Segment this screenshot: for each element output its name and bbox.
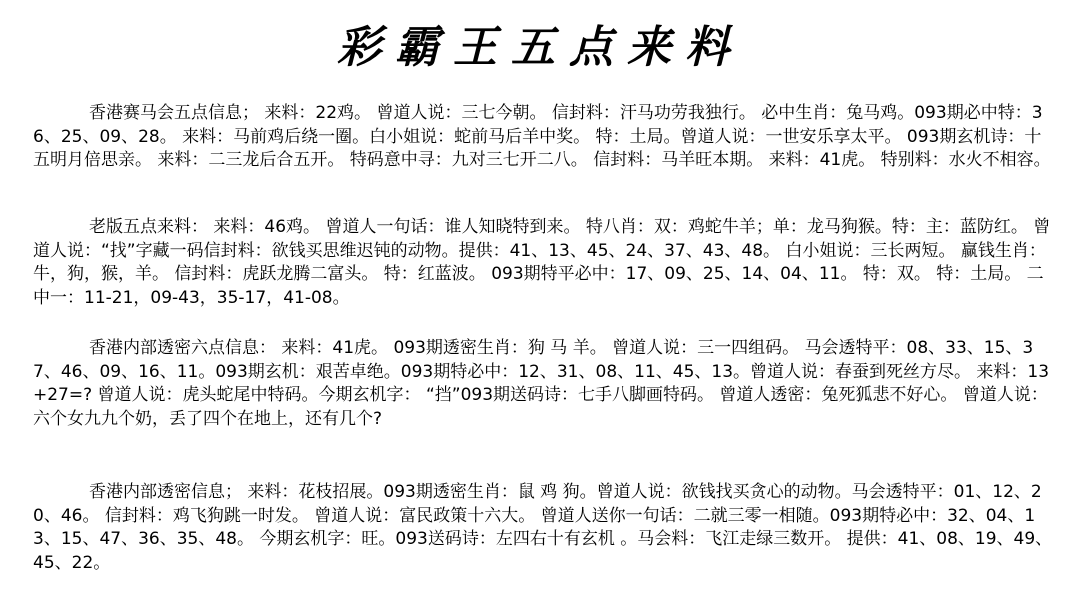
info-paragraph-3 xyxy=(33,337,1053,431)
info-paragraph-4 xyxy=(33,481,1053,575)
page-title: 彩霸王五点来料 xyxy=(337,22,743,73)
info-paragraph-1 xyxy=(33,102,1053,173)
paragraph-text: 香港内部透密六点信息： 来料：41虎。 093期透密生肖：狗 马 羊。 曾道人说：三一四组码。 马会透特平：08、33、15、37、46、09、16、11。093期玄机：艰苦卓绝。093期特必中：12、31、08、11、45、13。曾道人说：春蚕到死丝方尽。 来料：13+27=? 曾道人说：虎头蛇尾中特码。今期玄机字： “挡”093期送码诗：七手八脚画特码。 曾道人透密：兔死狐悲不好心。 曾道人说：六个女九九个奶，丢了四个在地上，还有几个? xyxy=(33,338,1050,429)
paragraph-text: 老版五点来料： 来料：46鸡。 曾道人一句话：谁人知晓特到来。 特八肖：双：鸡蛇牛羊；单：龙马狗猴。特：主：蓝防红。 曾道人说：“找”字藏一码信封料：欲钱买思维迟钝的动物。提供：41、13、45、24、37、43、48。 白小姐说：三长两短。 赢钱生肖：牛，狗，猴，羊。 信封料：虎跃龙腾二富头。 特：红蓝波。 093期特平必中：17、09、25、14、04、11。 特：双。 特：土局。 二中一：11-21，09-43，35-17，41-08。 xyxy=(33,217,1051,308)
info-paragraph-2 xyxy=(33,216,1053,310)
paragraph-text: 香港内部透密信息； 来料：花枝招展。093期透密生肖：鼠 鸡 狗。曾道人说：欲钱找买贪心的动物。马会透特平：01、12、20、46。 信封料：鸡飞狗跳一时发。 曾道人说：富民政策十六大。 曾道人送你一句话：二就三零一相随。093期特必中：32、04、13、15、47、36、35、48。 今期玄机字：旺。093送码诗：左四右十有玄机 。马会料：飞江走绿三数开。 提供：41、08、19、49、45、22。 xyxy=(33,482,1053,573)
paragraph-text: 香港赛马会五点信息； 来料：22鸡。 曾道人说：三七今朝。 信封料：汗马功劳我独行。 必中生肖：兔马鸡。093期必中特：36、25、09、28。 来料：马前鸡后绕一圈。白小姐说：蛇前马后羊中奖。 特：土局。曾道人说：一世安乐享太平。 093期玄机诗：十五明月倍思亲。 来料：二三龙后合五开。 特码意中寻：九对三七开二八。 信封料：马羊旺本期。 来料：41虎。 特别料：水火不相容。 xyxy=(33,103,1051,170)
